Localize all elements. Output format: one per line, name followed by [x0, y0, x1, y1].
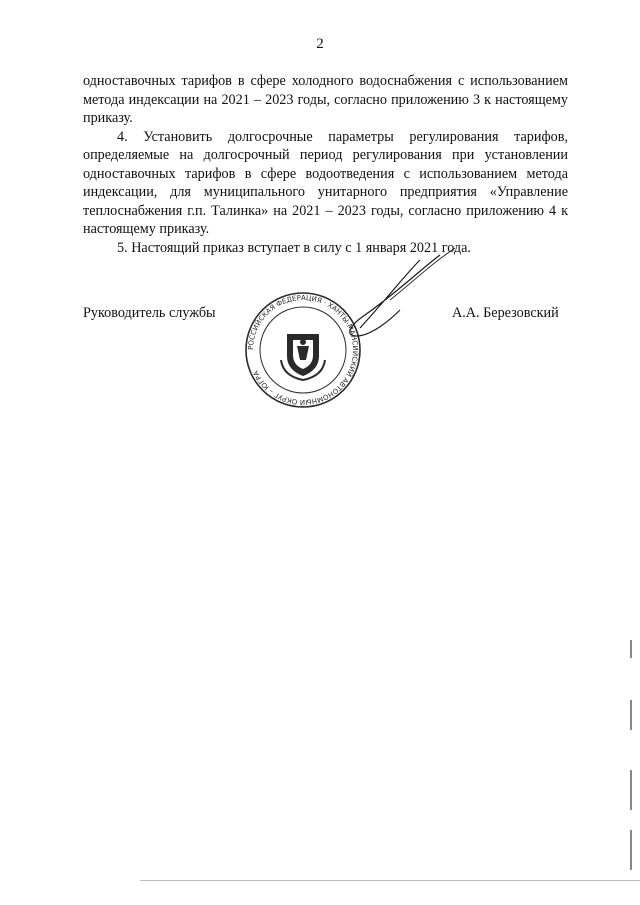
- coat-of-arms-icon: [281, 334, 325, 380]
- signatory-title: Руководитель службы: [83, 305, 216, 321]
- margin-mark: [630, 640, 632, 658]
- page-bottom-edge: [140, 880, 640, 881]
- document-body: [83, 72, 568, 257]
- seal-outer-text: РОССИЙСКАЯ ФЕДЕРАЦИЯ · ХАНТЫ-МАНСИЙСКИЙ АВТОНОМНЫЙ ОКРУГ – ЮГРА: [246, 293, 360, 407]
- paragraph-item-5: 5. Настоящий приказ вступает в силу с 1 января 2021 года.: [117, 239, 471, 256]
- handwritten-signature: [320, 240, 510, 350]
- page-number: 2: [316, 36, 324, 52]
- paragraph-item-4: 4. Установить долгосрочные параметры регулирования тарифов, определяемые на долгосрочный период регулирования при установлении одноставочных тарифов в сфере водоотведения с использованием метода индексации, для муниципального унитарного предприятия «Управление теплоснабжения г.п. Талинка» на 2021 – 2023 годы, согласно приложению 4 к настоящему приказу.: [83, 128, 568, 237]
- margin-mark: [630, 700, 632, 730]
- margin-mark: [630, 770, 632, 810]
- paragraph-continuation: одноставочных тарифов в сфере холодного водоснабжения с использованием метода индексации на 2021 – 2023 годы, согласно приложению 3 к настоящему приказу.: [83, 73, 568, 126]
- signatory-name: А.А. Березовский: [452, 305, 559, 321]
- margin-mark: [630, 830, 632, 870]
